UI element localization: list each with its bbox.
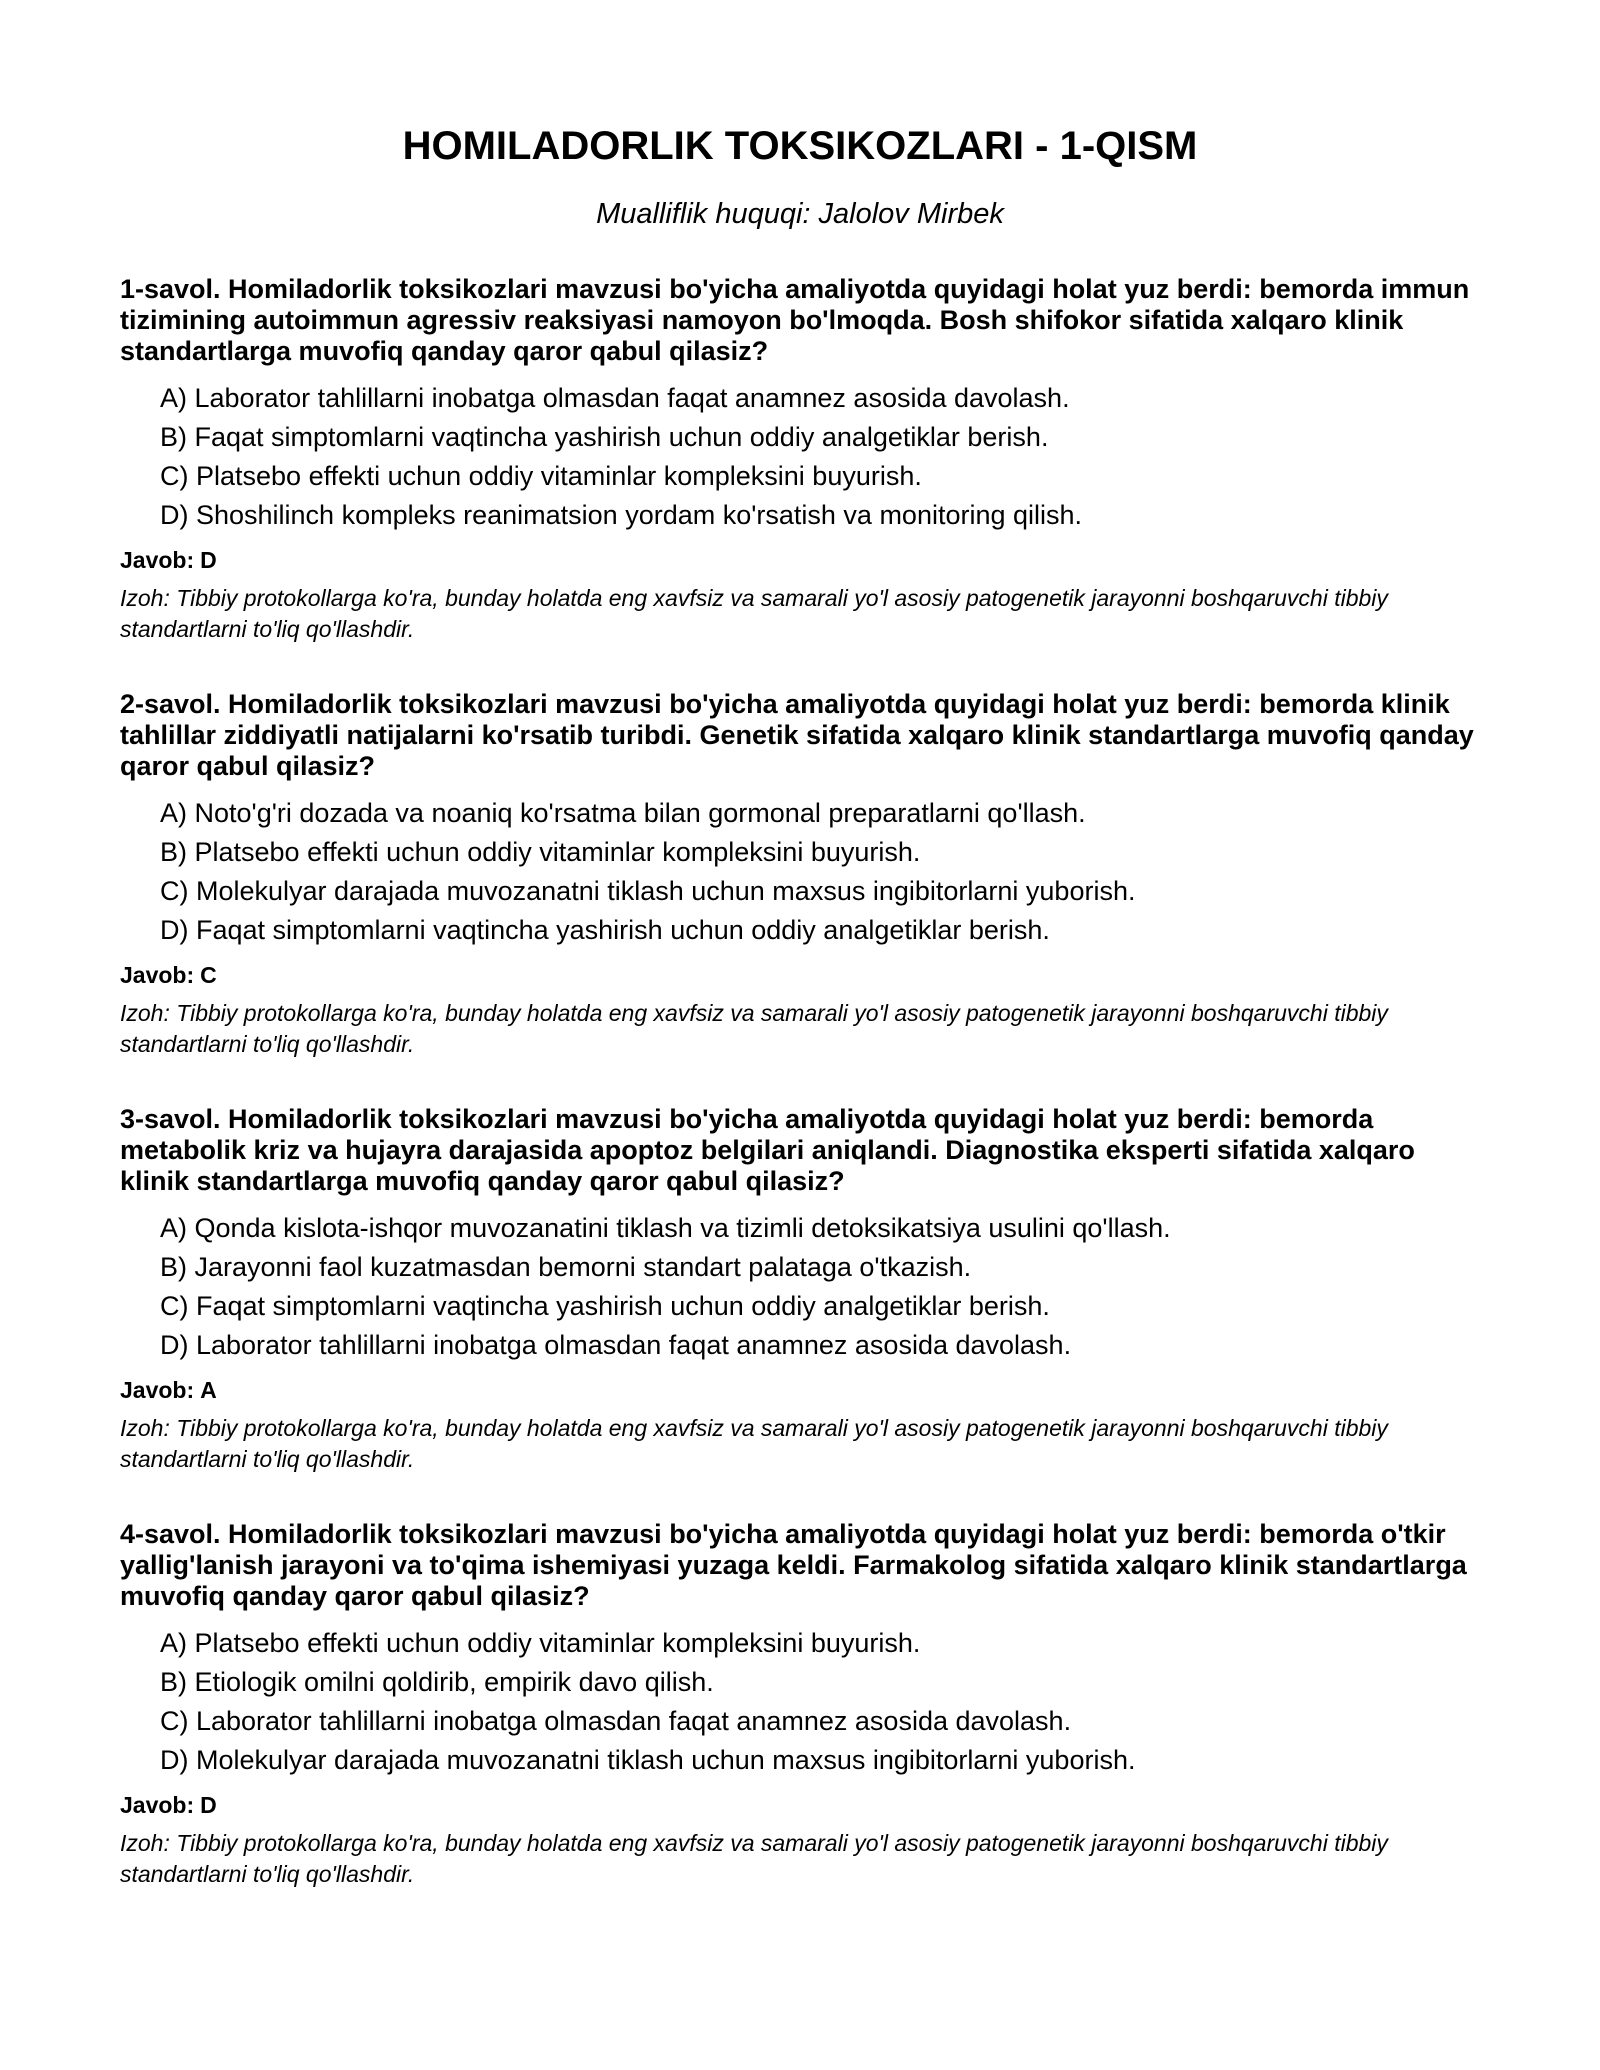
question-text: 2-savol. Homiladorlik toksikozlari mavzusi bo'yicha amaliyotda quyidagi holat yuz berdi: bemorda klinik tahlillar ziddiyatli natijalarni ko'rsatib turibdi. Genetik sifatida xalqaro klinik standartlarga muvofiq qanday qaror qabul qilasiz? <box>120 689 1474 781</box>
document-title: HOMILADORLIK TOKSIKOZLARI - 1-QISM <box>402 124 1198 168</box>
option-d: D) Molekulyar darajada muvozanatni tiklash uchun maxsus ingibitorlarni yuborish. <box>160 1745 1136 1775</box>
option-b: B) Faqat simptomlarni vaqtincha yashirish uchun oddiy analgetiklar berish. <box>160 422 1049 452</box>
answer-label: Javob: <box>120 547 195 573</box>
option-d: D) Faqat simptomlarni vaqtincha yashirish uchun oddiy analgetiklar berish. <box>160 915 1050 945</box>
option-a: A) Qonda kislota-ishqor muvozanatini tiklash va tizimli detoksikatsiya usulini qo'llash. <box>160 1213 1171 1243</box>
option-list <box>160 1624 1480 1780</box>
option-list <box>160 794 1480 950</box>
option-d: D) Laborator tahlillarni inobatga olmasdan faqat anamnez asosida davolash. <box>160 1330 1072 1360</box>
answer-line <box>120 1375 1480 1405</box>
answer-letter: A <box>200 1377 217 1403</box>
question-block <box>120 1519 1480 1890</box>
answer-line <box>120 1790 1480 1820</box>
option-a: A) Laborator tahlillarni inobatga olmasdan faqat anamnez asosida davolash. <box>160 383 1070 413</box>
question-text: 1-savol. Homiladorlik toksikozlari mavzusi bo'yicha amaliyotda quyidagi holat yuz berdi: bemorda immun tizimining autoimmun agressiv reaksiyasi namoyon bo'lmoqda. Bosh shifokor sifatida xalqaro klinik standartlarga muvofiq qanday qaror qabul qilasiz? <box>120 274 1470 366</box>
option-d: D) Shoshilinch kompleks reanimatsion yordam ko'rsatish va monitoring qilish. <box>160 500 1083 530</box>
option-b: B) Etiologik omilni qoldirib, empirik davo qilish. <box>160 1667 714 1697</box>
answer-letter: C <box>200 962 217 988</box>
answer-letter: D <box>200 547 217 573</box>
option-c: C) Faqat simptomlarni vaqtincha yashirish uchun oddiy analgetiklar berish. <box>160 1291 1050 1321</box>
answer-label: Javob: <box>120 1792 195 1818</box>
option-a: A) Noto'g'ri dozada va noaniq ko'rsatma bilan gormonal preparatlarni qo'llash. <box>160 798 1086 828</box>
answer-line <box>120 960 1480 990</box>
option-c: C) Laborator tahlillarni inobatga olmasdan faqat anamnez asosida davolash. <box>160 1706 1072 1736</box>
answer-line <box>120 545 1480 575</box>
answer-label: Javob: <box>120 1377 195 1403</box>
question-text: 3-savol. Homiladorlik toksikozlari mavzusi bo'yicha amaliyotda quyidagi holat yuz berdi: bemorda metabolik kriz va hujayra darajasida apoptoz belgilari aniqlandi. Diagnostika eksperti sifatida xalqaro klinik standartlarga muvofiq qanday qaror qabul qilasiz? <box>120 1104 1415 1196</box>
explanation-note: Izoh: Tibbiy protokollarga ko'ra, bunday holatda eng xavfsiz va samarali yo'l asosiy patogenetik jarayonni boshqaruvchi tibbiy standartlarni to'liq qo'llashdir. <box>120 585 1388 642</box>
question-block <box>120 689 1480 1060</box>
question-block <box>120 1104 1480 1475</box>
explanation-note: Izoh: Tibbiy protokollarga ko'ra, bunday holatda eng xavfsiz va samarali yo'l asosiy patogenetik jarayonni boshqaruvchi tibbiy standartlarni to'liq qo'llashdir. <box>120 1830 1388 1887</box>
option-b: B) Platsebo effekti uchun oddiy vitaminlar kompleksini buyurish. <box>160 837 921 867</box>
explanation-note: Izoh: Tibbiy protokollarga ko'ra, bunday holatda eng xavfsiz va samarali yo'l asosiy patogenetik jarayonni boshqaruvchi tibbiy standartlarni to'liq qo'llashdir. <box>120 1000 1388 1057</box>
option-c: C) Molekulyar darajada muvozanatni tiklash uchun maxsus ingibitorlarni yuborish. <box>160 876 1136 906</box>
document-subtitle: Mualliflik huquqi: Jalolov Mirbek <box>596 198 1004 230</box>
option-c: C) Platsebo effekti uchun oddiy vitaminlar kompleksini buyurish. <box>160 461 922 491</box>
option-a: A) Platsebo effekti uchun oddiy vitaminlar kompleksini buyurish. <box>160 1628 921 1658</box>
question-text: 4-savol. Homiladorlik toksikozlari mavzusi bo'yicha amaliyotda quyidagi holat yuz berdi: bemorda o'tkir yallig'lanish jarayoni va to'qima ishemiyasi yuzaga keldi. Farmakolog sifatida xalqaro klinik standartlarga muvofiq qanday qaror qabul qilasiz? <box>120 1519 1467 1611</box>
explanation-note: Izoh: Tibbiy protokollarga ko'ra, bunday holatda eng xavfsiz va samarali yo'l asosiy patogenetik jarayonni boshqaruvchi tibbiy standartlarni to'liq qo'llashdir. <box>120 1415 1388 1472</box>
question-block <box>120 274 1480 645</box>
option-list <box>160 1209 1480 1365</box>
answer-letter: D <box>200 1792 217 1818</box>
option-list <box>160 379 1480 535</box>
answer-label: Javob: <box>120 962 195 988</box>
option-b: B) Jarayonni faol kuzatmasdan bemorni standart palataga o'tkazish. <box>160 1252 972 1282</box>
